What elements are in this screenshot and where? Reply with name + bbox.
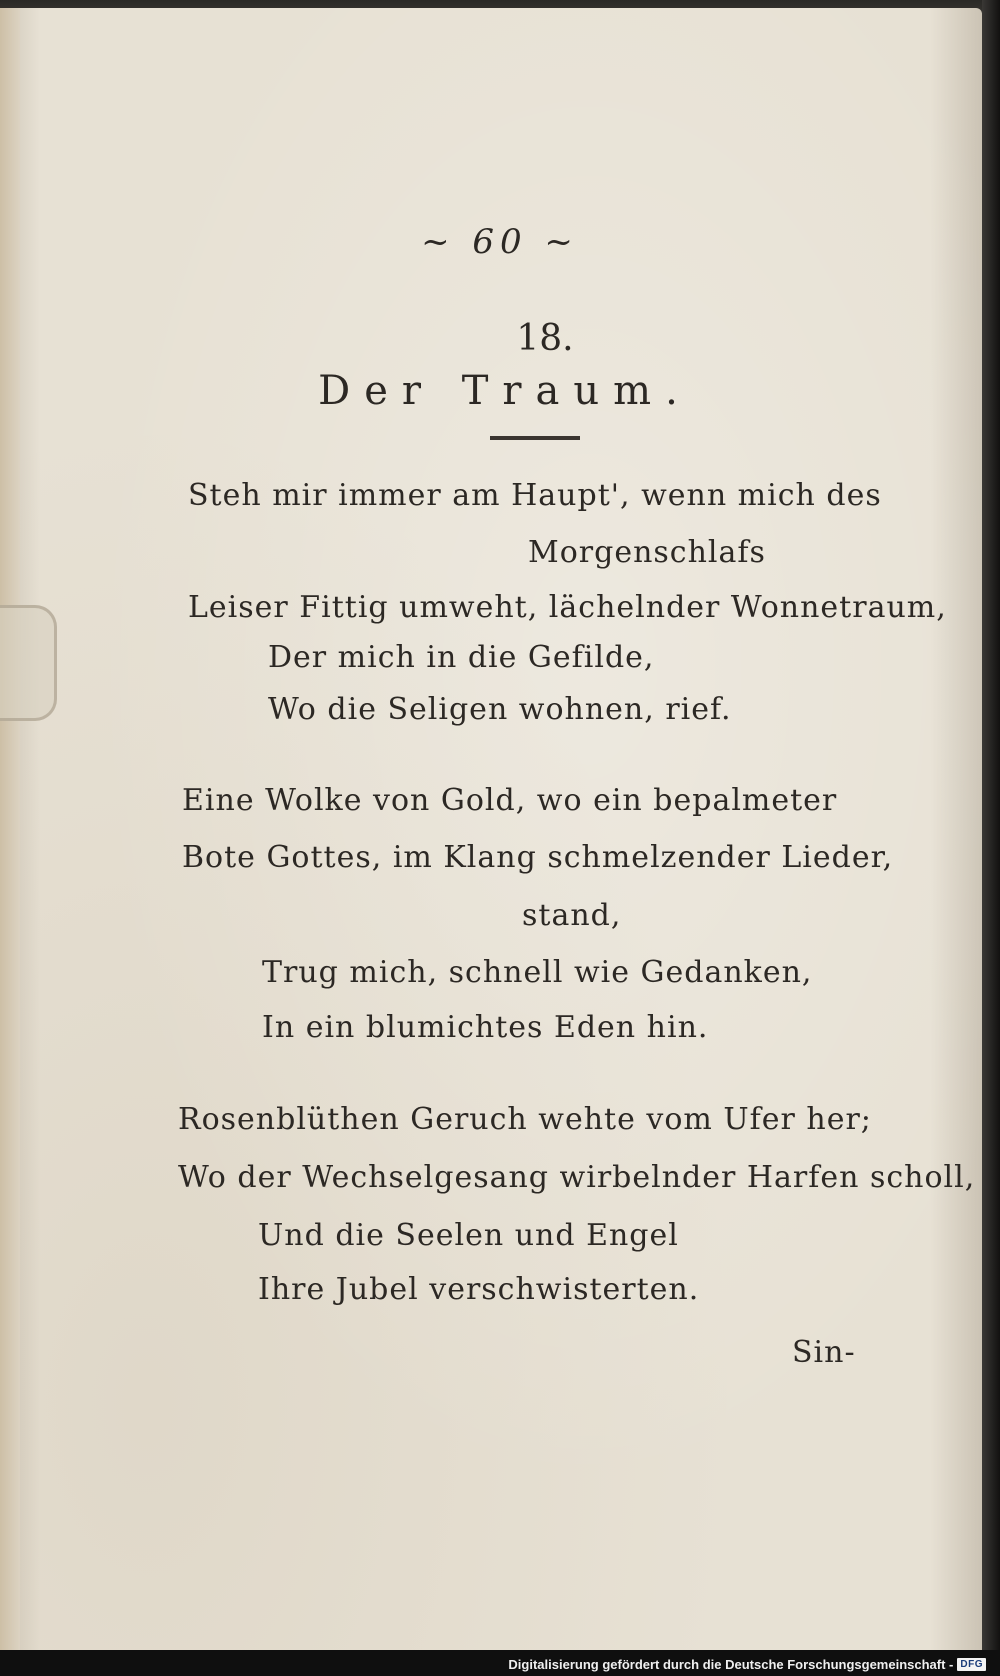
poem-title: Der Traum.: [318, 368, 692, 414]
footer-credit: [508, 1657, 986, 1672]
poem-line: Eine Wolke von Gold, wo ein bepalmeter: [182, 783, 838, 818]
poem-line: Bote Gottes, im Klang schmelzender Lieder,: [182, 840, 894, 875]
page-number: ~ 60 ~: [421, 222, 579, 262]
poem-line: Wo der Wechselgesang wirbelnder Harfen scholl,: [178, 1160, 976, 1195]
credit-text: Digitalisierung gefördert durch die Deutsche Forschungsgemeinschaft -: [508, 1657, 954, 1672]
dfg-logo[interactable]: DFG: [957, 1658, 986, 1671]
poem-line: Und die Seelen und Engel: [258, 1218, 679, 1253]
book-clasp: [0, 605, 57, 721]
poem-line: Der mich in die Gefilde,: [268, 640, 655, 675]
poem-line: In ein blumichtes Eden hin.: [262, 1010, 709, 1045]
poem-line: Ihre Jubel verschwisterten.: [258, 1272, 700, 1307]
poem-line: Rosenblüthen Geruch wehte vom Ufer her;: [178, 1102, 872, 1137]
poem-line: Trug mich, schnell wie Gedanken,: [262, 955, 813, 990]
poem-line: Steh mir immer am Haupt', wenn mich des: [188, 478, 882, 513]
poem-line: stand,: [522, 898, 622, 933]
poem-line: Leiser Fittig umweht, lächelnder Wonnetraum,: [188, 590, 947, 625]
poem-line: Morgenschlafs: [528, 535, 766, 570]
poem-number: 18.: [516, 318, 574, 359]
title-underline: [490, 436, 580, 440]
catchword: Sin-: [792, 1335, 856, 1370]
poem-line: Wo die Seligen wohnen, rief.: [268, 692, 732, 727]
